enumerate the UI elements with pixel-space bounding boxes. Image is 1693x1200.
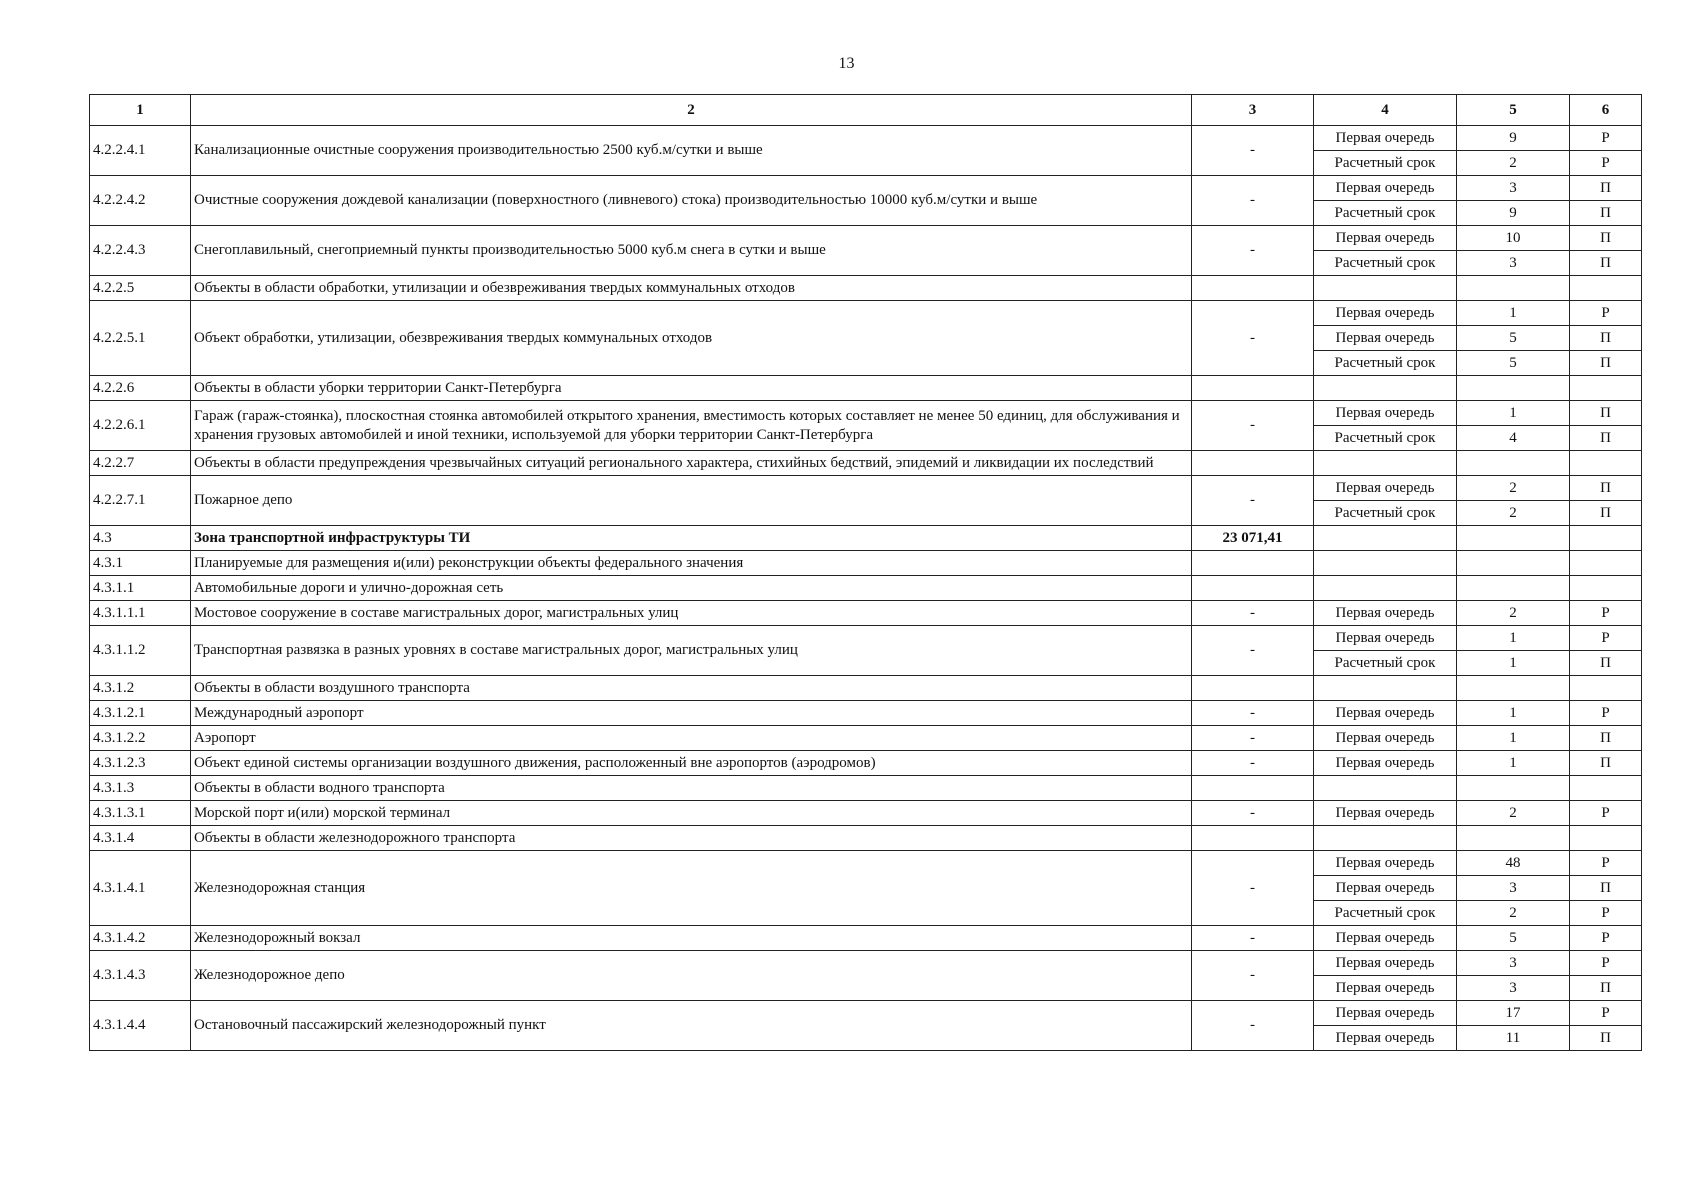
object-status: П xyxy=(1570,751,1642,776)
item-name: Железнодорожное депо xyxy=(191,951,1192,1001)
realization-stage xyxy=(1314,826,1457,851)
table-row xyxy=(90,851,1642,876)
table-header xyxy=(90,95,1642,126)
object-status xyxy=(1570,576,1642,601)
item-area xyxy=(1192,451,1314,476)
item-code: 4.2.2.4.1 xyxy=(90,126,191,176)
registry-table xyxy=(89,94,1642,1051)
item-code: 4.2.2.5 xyxy=(90,276,191,301)
realization-stage: Первая очередь xyxy=(1314,751,1457,776)
item-name: Транспортная развязка в разных уровнях в составе магистральных дорог, магистральных улиц xyxy=(191,626,1192,676)
realization-stage: Расчетный срок xyxy=(1314,901,1457,926)
item-area: - xyxy=(1192,226,1314,276)
object-count: 1 xyxy=(1457,651,1570,676)
object-count: 2 xyxy=(1457,476,1570,501)
header-col-1: 1 xyxy=(90,95,191,126)
item-code: 4.3.1.4.1 xyxy=(90,851,191,926)
table-row xyxy=(90,926,1642,951)
item-name: Железнодорожный вокзал xyxy=(191,926,1192,951)
object-count: 3 xyxy=(1457,176,1570,201)
realization-stage xyxy=(1314,576,1457,601)
table-row xyxy=(90,701,1642,726)
object-status xyxy=(1570,676,1642,701)
object-count: 3 xyxy=(1457,876,1570,901)
item-code: 4.3.1.2.3 xyxy=(90,751,191,776)
object-count: 2 xyxy=(1457,501,1570,526)
object-status: П xyxy=(1570,501,1642,526)
table-row xyxy=(90,126,1642,151)
realization-stage xyxy=(1314,676,1457,701)
item-area: - xyxy=(1192,301,1314,376)
table-row xyxy=(90,226,1642,251)
object-count: 1 xyxy=(1457,701,1570,726)
realization-stage: Расчетный срок xyxy=(1314,251,1457,276)
item-code: 4.2.2.7.1 xyxy=(90,476,191,526)
object-status: Р xyxy=(1570,701,1642,726)
object-status: Р xyxy=(1570,901,1642,926)
item-area xyxy=(1192,551,1314,576)
object-status: П xyxy=(1570,401,1642,426)
table-row xyxy=(90,776,1642,801)
object-count: 4 xyxy=(1457,426,1570,451)
item-code: 4.2.2.4.2 xyxy=(90,176,191,226)
object-count xyxy=(1457,826,1570,851)
realization-stage xyxy=(1314,551,1457,576)
item-area: - xyxy=(1192,726,1314,751)
item-area xyxy=(1192,826,1314,851)
object-status xyxy=(1570,376,1642,401)
realization-stage: Расчетный срок xyxy=(1314,201,1457,226)
object-count: 1 xyxy=(1457,626,1570,651)
realization-stage: Расчетный срок xyxy=(1314,501,1457,526)
item-name: Аэропорт xyxy=(191,726,1192,751)
realization-stage: Расчетный срок xyxy=(1314,151,1457,176)
item-code: 4.3.1 xyxy=(90,551,191,576)
header-col-3: 3 xyxy=(1192,95,1314,126)
object-status: Р xyxy=(1570,601,1642,626)
realization-stage: Первая очередь xyxy=(1314,876,1457,901)
item-name: Международный аэропорт xyxy=(191,701,1192,726)
object-count: 5 xyxy=(1457,926,1570,951)
header-row xyxy=(90,95,1642,126)
realization-stage: Расчетный срок xyxy=(1314,651,1457,676)
item-area xyxy=(1192,376,1314,401)
item-area: - xyxy=(1192,601,1314,626)
item-name: Железнодорожная станция xyxy=(191,851,1192,926)
object-count: 48 xyxy=(1457,851,1570,876)
item-name: Объекты в области воздушного транспорта xyxy=(191,676,1192,701)
object-count: 1 xyxy=(1457,751,1570,776)
object-count: 2 xyxy=(1457,901,1570,926)
object-status: П xyxy=(1570,326,1642,351)
object-count xyxy=(1457,551,1570,576)
table-row xyxy=(90,601,1642,626)
realization-stage xyxy=(1314,276,1457,301)
realization-stage xyxy=(1314,451,1457,476)
object-status: П xyxy=(1570,201,1642,226)
realization-stage: Первая очередь xyxy=(1314,126,1457,151)
object-status: П xyxy=(1570,351,1642,376)
object-status: П xyxy=(1570,226,1642,251)
object-count: 3 xyxy=(1457,251,1570,276)
object-count: 5 xyxy=(1457,351,1570,376)
item-area xyxy=(1192,776,1314,801)
object-status xyxy=(1570,776,1642,801)
item-name: Объекты в области железнодорожного транспорта xyxy=(191,826,1192,851)
item-name: Гараж (гараж-стоянка), плоскостная стоянка автомобилей открытого хранения, вместимость которых составляет не менее 50 единиц, для обслуживания и хранения грузовых автомобилей и иной техники, используемой для уборки территории Санкт-Петербурга xyxy=(191,401,1192,451)
realization-stage: Первая очередь xyxy=(1314,176,1457,201)
item-name: Морской порт и(или) морской терминал xyxy=(191,801,1192,826)
page-number: 13 xyxy=(838,55,855,72)
item-code: 4.2.2.7 xyxy=(90,451,191,476)
table-row xyxy=(90,951,1642,976)
item-name: Объекты в области уборки территории Санкт-Петербурга xyxy=(191,376,1192,401)
object-count xyxy=(1457,376,1570,401)
item-code: 4.3.1.1 xyxy=(90,576,191,601)
item-code: 4.2.2.6 xyxy=(90,376,191,401)
object-status: Р xyxy=(1570,126,1642,151)
table-row xyxy=(90,276,1642,301)
object-status: Р xyxy=(1570,301,1642,326)
table-body xyxy=(90,126,1642,1051)
item-name: Планируемые для размещения и(или) реконструкции объекты федерального значения xyxy=(191,551,1192,576)
item-area: - xyxy=(1192,126,1314,176)
object-count xyxy=(1457,276,1570,301)
header-col-4: 4 xyxy=(1314,95,1457,126)
object-count: 5 xyxy=(1457,326,1570,351)
item-code: 4.3.1.1.2 xyxy=(90,626,191,676)
object-count: 9 xyxy=(1457,126,1570,151)
item-code: 4.2.2.4.3 xyxy=(90,226,191,276)
table-row xyxy=(90,401,1642,426)
object-status: П xyxy=(1570,1026,1642,1051)
item-name: Зона транспортной инфраструктуры ТИ xyxy=(191,526,1192,551)
item-area: 23 071,41 xyxy=(1192,526,1314,551)
object-count xyxy=(1457,576,1570,601)
object-count: 3 xyxy=(1457,951,1570,976)
object-count: 2 xyxy=(1457,151,1570,176)
item-code: 4.3.1.3.1 xyxy=(90,801,191,826)
item-name: Объекты в области предупреждения чрезвычайных ситуаций регионального характера, стихийных бедствий, эпидемий и ликвидации их последствий xyxy=(191,451,1192,476)
realization-stage: Первая очередь xyxy=(1314,626,1457,651)
item-area: - xyxy=(1192,751,1314,776)
table-row xyxy=(90,726,1642,751)
item-area: - xyxy=(1192,801,1314,826)
realization-stage: Первая очередь xyxy=(1314,301,1457,326)
item-name: Остановочный пассажирский железнодорожный пункт xyxy=(191,1001,1192,1051)
item-name: Объект единой системы организации воздушного движения, расположенный вне аэропортов (аэродромов) xyxy=(191,751,1192,776)
item-area: - xyxy=(1192,1001,1314,1051)
object-status: Р xyxy=(1570,626,1642,651)
realization-stage: Первая очередь xyxy=(1314,601,1457,626)
realization-stage: Первая очередь xyxy=(1314,701,1457,726)
item-area: - xyxy=(1192,476,1314,526)
object-status: П xyxy=(1570,976,1642,1001)
item-area xyxy=(1192,576,1314,601)
object-count: 1 xyxy=(1457,726,1570,751)
object-status: П xyxy=(1570,426,1642,451)
realization-stage: Первая очередь xyxy=(1314,926,1457,951)
item-area: - xyxy=(1192,701,1314,726)
realization-stage: Первая очередь xyxy=(1314,1026,1457,1051)
table-row xyxy=(90,801,1642,826)
table-row xyxy=(90,576,1642,601)
realization-stage xyxy=(1314,376,1457,401)
object-count: 9 xyxy=(1457,201,1570,226)
item-code: 4.2.2.6.1 xyxy=(90,401,191,451)
realization-stage: Первая очередь xyxy=(1314,726,1457,751)
item-name: Снегоплавильный, снегоприемный пункты производительностью 5000 куб.м снега в сутки и выше xyxy=(191,226,1192,276)
item-area xyxy=(1192,276,1314,301)
item-code: 4.2.2.5.1 xyxy=(90,301,191,376)
object-status: П xyxy=(1570,176,1642,201)
header-col-5: 5 xyxy=(1457,95,1570,126)
table-row xyxy=(90,476,1642,501)
realization-stage: Первая очередь xyxy=(1314,951,1457,976)
item-code: 4.3.1.4.4 xyxy=(90,1001,191,1051)
realization-stage: Первая очередь xyxy=(1314,976,1457,1001)
table-row xyxy=(90,751,1642,776)
realization-stage: Первая очередь xyxy=(1314,401,1457,426)
item-area xyxy=(1192,676,1314,701)
object-count xyxy=(1457,451,1570,476)
realization-stage: Первая очередь xyxy=(1314,851,1457,876)
item-area: - xyxy=(1192,401,1314,451)
object-status: Р xyxy=(1570,801,1642,826)
realization-stage: Первая очередь xyxy=(1314,476,1457,501)
object-count: 1 xyxy=(1457,301,1570,326)
object-count: 10 xyxy=(1457,226,1570,251)
object-status xyxy=(1570,826,1642,851)
item-code: 4.3.1.3 xyxy=(90,776,191,801)
object-status: П xyxy=(1570,251,1642,276)
table-row xyxy=(90,551,1642,576)
object-count xyxy=(1457,676,1570,701)
object-status: Р xyxy=(1570,1001,1642,1026)
object-status: П xyxy=(1570,651,1642,676)
table-row xyxy=(90,451,1642,476)
item-name: Пожарное депо xyxy=(191,476,1192,526)
table-row xyxy=(90,626,1642,651)
realization-stage: Первая очередь xyxy=(1314,226,1457,251)
realization-stage: Первая очередь xyxy=(1314,326,1457,351)
object-status: Р xyxy=(1570,926,1642,951)
item-name: Объект обработки, утилизации, обезвреживания твердых коммунальных отходов xyxy=(191,301,1192,376)
item-area: - xyxy=(1192,951,1314,1001)
item-code: 4.3.1.2.1 xyxy=(90,701,191,726)
header-col-6: 6 xyxy=(1570,95,1642,126)
realization-stage: Первая очередь xyxy=(1314,801,1457,826)
item-area: - xyxy=(1192,176,1314,226)
realization-stage xyxy=(1314,526,1457,551)
item-area: - xyxy=(1192,851,1314,926)
object-status xyxy=(1570,526,1642,551)
object-count: 1 xyxy=(1457,401,1570,426)
item-code: 4.3.1.4.2 xyxy=(90,926,191,951)
realization-stage: Первая очередь xyxy=(1314,1001,1457,1026)
object-status: Р xyxy=(1570,851,1642,876)
item-code: 4.3.1.4 xyxy=(90,826,191,851)
item-code: 4.3 xyxy=(90,526,191,551)
object-count: 17 xyxy=(1457,1001,1570,1026)
table-row xyxy=(90,1001,1642,1026)
item-code: 4.3.1.1.1 xyxy=(90,601,191,626)
item-name: Автомобильные дороги и улично-дорожная сеть xyxy=(191,576,1192,601)
item-name: Канализационные очистные сооружения производительностью 2500 куб.м/сутки и выше xyxy=(191,126,1192,176)
table-row xyxy=(90,526,1642,551)
table-row xyxy=(90,376,1642,401)
item-code: 4.3.1.4.3 xyxy=(90,951,191,1001)
table-row xyxy=(90,176,1642,201)
object-count: 2 xyxy=(1457,801,1570,826)
object-count xyxy=(1457,776,1570,801)
table-row xyxy=(90,676,1642,701)
object-status xyxy=(1570,451,1642,476)
object-status: Р xyxy=(1570,951,1642,976)
object-status xyxy=(1570,276,1642,301)
object-count xyxy=(1457,526,1570,551)
item-code: 4.3.1.2 xyxy=(90,676,191,701)
object-status: Р xyxy=(1570,151,1642,176)
realization-stage xyxy=(1314,776,1457,801)
header-col-2: 2 xyxy=(191,95,1192,126)
item-area: - xyxy=(1192,626,1314,676)
table-row xyxy=(90,301,1642,326)
item-name: Мостовое сооружение в составе магистральных дорог, магистральных улиц xyxy=(191,601,1192,626)
table-row xyxy=(90,826,1642,851)
realization-stage: Расчетный срок xyxy=(1314,351,1457,376)
object-count: 2 xyxy=(1457,601,1570,626)
item-code: 4.3.1.2.2 xyxy=(90,726,191,751)
object-status xyxy=(1570,551,1642,576)
object-count: 11 xyxy=(1457,1026,1570,1051)
object-status: П xyxy=(1570,726,1642,751)
item-name: Очистные сооружения дождевой канализации (поверхностного (ливневого) стока) производительностью 10000 куб.м/сутки и выше xyxy=(191,176,1192,226)
realization-stage: Расчетный срок xyxy=(1314,426,1457,451)
item-area: - xyxy=(1192,926,1314,951)
item-name: Объекты в области обработки, утилизации и обезвреживания твердых коммунальных отходов xyxy=(191,276,1192,301)
object-status: П xyxy=(1570,876,1642,901)
object-status: П xyxy=(1570,476,1642,501)
object-count: 3 xyxy=(1457,976,1570,1001)
item-name: Объекты в области водного транспорта xyxy=(191,776,1192,801)
